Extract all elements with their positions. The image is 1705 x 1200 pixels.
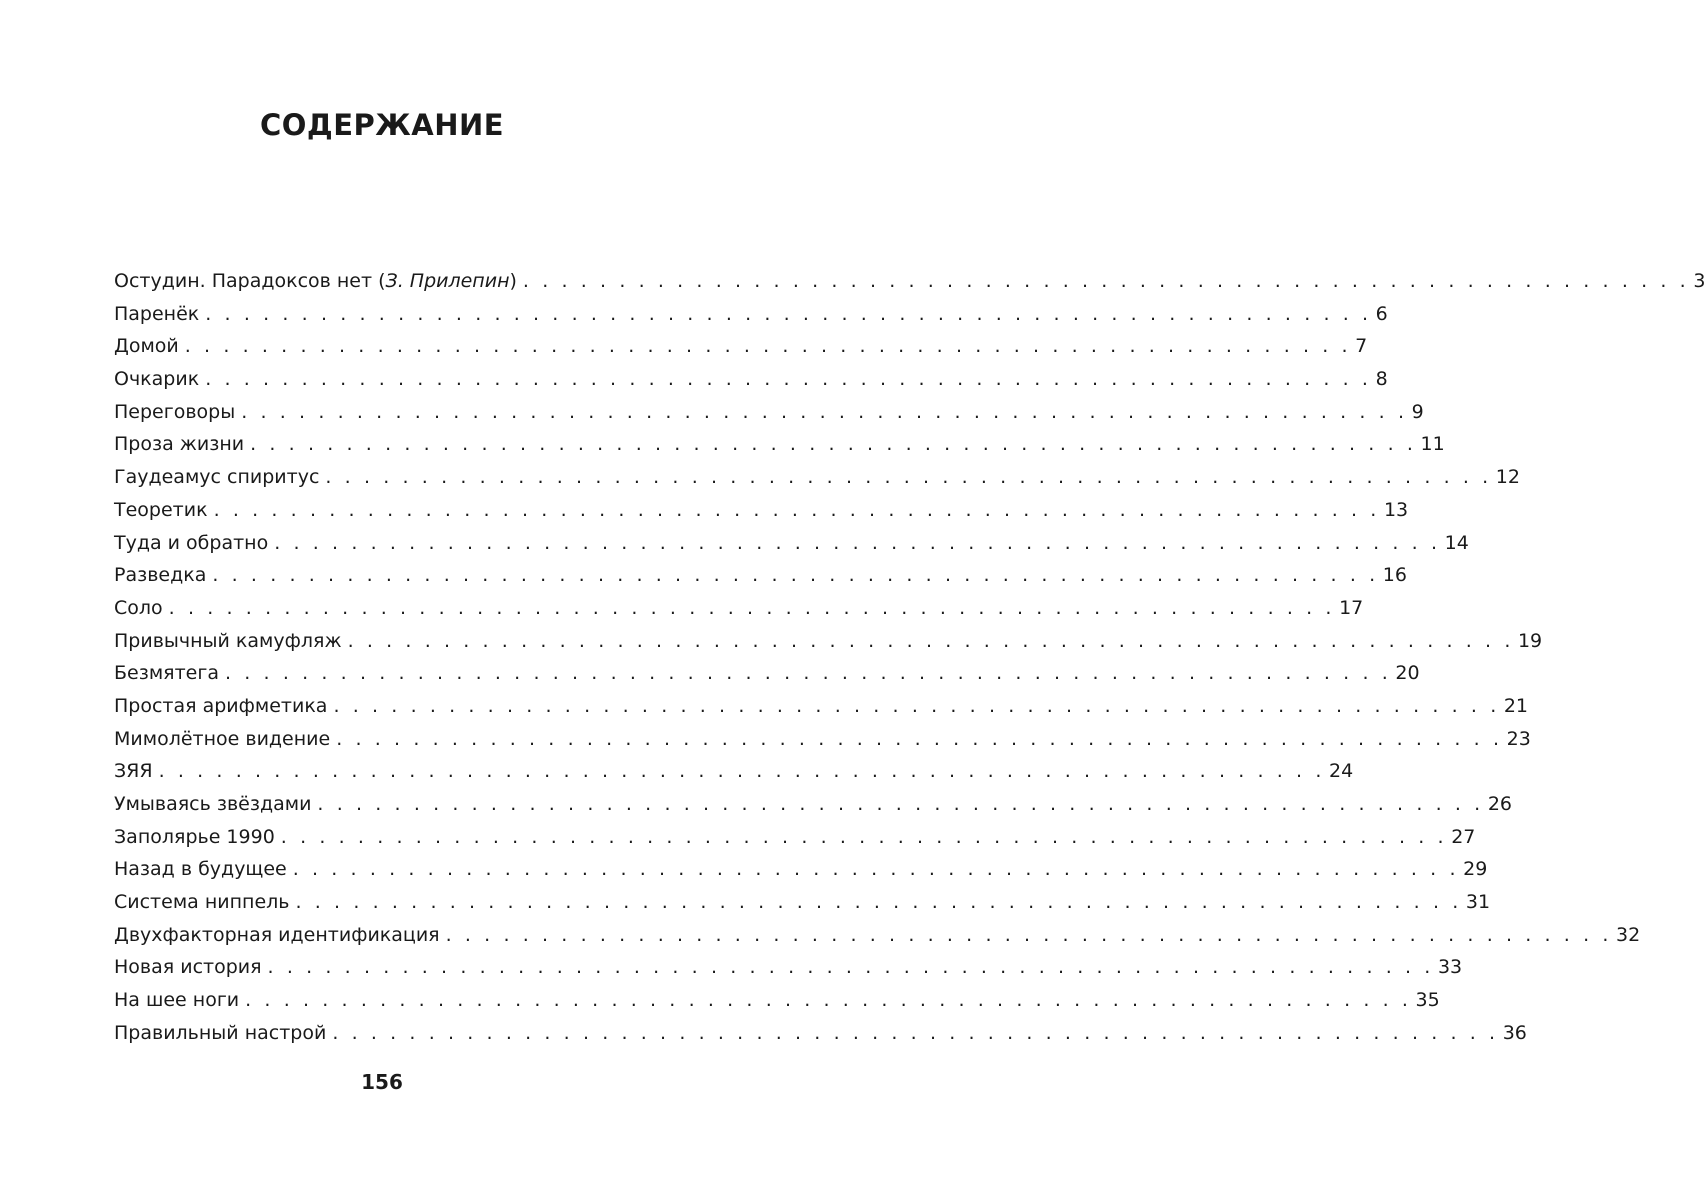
toc-leader-dots: . . . . . . . . . . . . . . . . . . . . . . . . . . . . . . . . . . . . . . . . . . . . . . . . . . . . . . . . . . . . .: [274, 531, 1441, 554]
table-of-contents: [114, 265, 1705, 1050]
toc-entry-title-text: Теоретик: [114, 498, 208, 521]
toc-entry-title: [114, 330, 185, 363]
toc-leader-dots: . . . . . . . . . . . . . . . . . . . . . . . . . . . . . . . . . . . . . . . . . . . . . . . . . . . . . . . . . . . . .: [250, 433, 1417, 456]
toc-leader-dots: . . . . . . . . . . . . . . . . . . . . . . . . . . . . . . . . . . . . . . . . . . . . . . . . . . . . . . . . . . . . .: [336, 727, 1503, 750]
toc-entry-title-text: Остудин. Парадоксов нет (: [114, 270, 386, 292]
toc-entry: [114, 330, 1368, 363]
toc-entry-title: [114, 821, 281, 854]
toc-leader-dots: . . . . . . . . . . . . . . . . . . . . . . . . . . . . . . . . . . . . . . . . . . . . . . . . . . . . . . . . . . . . .: [347, 629, 1514, 652]
toc-leader-dots: . . . . . . . . . . . . . . . . . . . . . . . . . . . . . . . . . . . . . . . . . . . . . . . . . . . . . . . . . . . . .: [224, 662, 1392, 685]
toc-entry-page: 29: [1463, 858, 1488, 881]
toc-entry-page: 7: [1355, 335, 1368, 358]
toc-entry-page: 8: [1375, 368, 1388, 391]
toc-leader-dots: . . . . . . . . . . . . . . . . . . . . . . . . . . . . . . . . . . . . . . . . . . . . . . . . . . . . . . . . . . . . .: [212, 564, 1379, 587]
toc-entry: [114, 494, 1409, 527]
toc-entry-title-text: Безмятега: [114, 662, 219, 685]
toc-entry-title-text: Гаудеамус спиритус: [114, 466, 320, 489]
toc-entry: [114, 298, 1388, 331]
toc-entry-title: [114, 723, 336, 756]
toc-entry-title-text: Соло: [114, 596, 163, 619]
toc-entry-page: 31: [1465, 891, 1491, 914]
toc-leader-dots: . . . . . . . . . . . . . . . . . . . . . . . . . . . . . . . . . . . . . . . . . . . . . . . . . . . . . . . . . . . . .: [325, 466, 1492, 489]
toc-entry-title-text: Очкарик: [114, 368, 200, 391]
toc-entry-title: [114, 494, 214, 527]
toc-entry-title: [114, 527, 274, 560]
toc-entry-title: [114, 396, 241, 429]
toc-leader-dots: . . . . . . . . . . . . . . . . . . . . . . . . . . . . . . . . . . . . . . . . . . . . . . . . . . . . . . . . . . . . .: [522, 270, 1690, 292]
toc-entry-page: 14: [1444, 531, 1469, 554]
toc-entry-page: 3: [1693, 270, 1705, 292]
toc-entry-title-text: Правильный настрой: [114, 1021, 327, 1044]
toc-entry: [114, 886, 1491, 919]
toc-leader-dots: . . . . . . . . . . . . . . . . . . . . . . . . . . . . . . . . . . . . . . . . . . . . . . . . . . . . . . . . . . . . .: [213, 498, 1380, 521]
toc-entry-title: [114, 298, 205, 331]
toc-entry-title-text: Двухфакторная идентификация: [114, 923, 440, 946]
toc-entry: [114, 592, 1364, 625]
toc-entry: [114, 919, 1641, 952]
toc-entry-page: 12: [1495, 466, 1520, 489]
toc-entry-title-text: Домой: [114, 335, 179, 358]
toc-entry: [114, 1017, 1527, 1050]
toc-leader-dots: . . . . . . . . . . . . . . . . . . . . . . . . . . . . . . . . . . . . . . . . . . . . . . . . . . . . . . . . . . . . .: [205, 302, 1372, 325]
toc-entry: [114, 723, 1531, 756]
toc-leader-dots: . . . . . . . . . . . . . . . . . . . . . . . . . . . . . . . . . . . . . . . . . . . . . . . . . . . . . . . . . . . . .: [245, 989, 1412, 1012]
toc-entry-title-text: Умываясь звёздами: [114, 793, 312, 815]
toc-leader-dots: . . . . . . . . . . . . . . . . . . . . . . . . . . . . . . . . . . . . . . . . . . . . . . . . . . . . . . . . . . . . .: [184, 335, 1352, 358]
toc-leader-dots: . . . . . . . . . . . . . . . . . . . . . . . . . . . . . . . . . . . . . . . . . . . . . . . . . . . . . . . . . . . . .: [333, 694, 1500, 717]
toc-entry-title: [114, 886, 295, 919]
toc-leader-dots: . . . . . . . . . . . . . . . . . . . . . . . . . . . . . . . . . . . . . . . . . . . . . . . . . . . . . . . . . . . . .: [158, 760, 1325, 783]
toc-entry-title-text: Мимолётное видение: [114, 727, 331, 750]
toc-entry: [114, 625, 1543, 658]
toc-entry-title-text: Разведка: [114, 564, 207, 587]
toc-leader-dots: . . . . . . . . . . . . . . . . . . . . . . . . . . . . . . . . . . . . . . . . . . . . . . . . . . . . . . . . . . . . .: [292, 858, 1460, 881]
toc-entry: [114, 853, 1488, 886]
toc-entry-page: 35: [1415, 989, 1440, 1012]
toc-entry: [114, 788, 1512, 821]
toc-entry-title: [114, 559, 212, 592]
toc-leader-dots: . . . . . . . . . . . . . . . . . . . . . . . . . . . . . . . . . . . . . . . . . . . . . . . . . . . . . . . . . . . . .: [241, 400, 1408, 423]
toc-entry: [114, 396, 1424, 429]
toc-leader-dots: . . . . . . . . . . . . . . . . . . . . . . . . . . . . . . . . . . . . . . . . . . . . . . . . . . . . . . . . . . . . .: [280, 825, 1448, 848]
toc-leader-dots: . . . . . . . . . . . . . . . . . . . . . . . . . . . . . . . . . . . . . . . . . . . . . . . . . . . . . . . . . . . . .: [332, 1021, 1499, 1044]
toc-entry-page: 24: [1328, 760, 1354, 783]
toc-entry-title-text: Назад в будущее: [114, 858, 287, 881]
toc-entry-title: [114, 984, 245, 1017]
toc-entry-page: 17: [1339, 596, 1364, 619]
toc-entry-page: 33: [1437, 956, 1463, 979]
toc-entry-title: [114, 690, 333, 723]
toc-leader-dots: . . . . . . . . . . . . . . . . . . . . . . . . . . . . . . . . . . . . . . . . . . . . . . . . . . . . . . . . . . . . .: [317, 793, 1484, 815]
toc-entry-title: [114, 1017, 332, 1050]
toc-entry: [114, 428, 1445, 461]
toc-entry-title-text: Простая арифметика: [114, 694, 328, 717]
toc-entry-title-text: На шее ноги: [114, 989, 240, 1012]
toc-leader-dots: . . . . . . . . . . . . . . . . . . . . . . . . . . . . . . . . . . . . . . . . . . . . . . . . . . . . . . . . . . . . .: [168, 596, 1336, 619]
toc-entry-title: [114, 657, 225, 690]
toc-entry-page: 20: [1395, 662, 1420, 685]
toc-entry-title-text: ЗЯЯ: [114, 760, 153, 783]
toc-leader-dots: . . . . . . . . . . . . . . . . . . . . . . . . . . . . . . . . . . . . . . . . . . . . . . . . . . . . . . . . . . . . .: [295, 891, 1462, 914]
toc-entry-author: З. Прилепин: [385, 270, 510, 292]
page-title: СОДЕРЖАНИЕ: [259, 108, 505, 142]
toc-entry-title: [114, 919, 446, 952]
toc-leader-dots: . . . . . . . . . . . . . . . . . . . . . . . . . . . . . . . . . . . . . . . . . . . . . . . . . . . . . . . . . . . . .: [267, 956, 1434, 979]
toc-entry-title: [114, 428, 250, 461]
toc-entry-page: 16: [1382, 564, 1407, 587]
toc-entry-title-text: Паренёк: [114, 302, 200, 325]
toc-entry: [114, 559, 1407, 592]
toc-entry: [114, 527, 1469, 560]
toc-entry-title: [114, 788, 317, 821]
toc-entry-page: 27: [1451, 825, 1476, 848]
toc-entry-title: [114, 461, 325, 494]
toc-entry-title: [114, 625, 348, 658]
page-number: 156: [361, 1070, 403, 1094]
toc-entry-title-suffix: ): [509, 270, 517, 292]
toc-entry: [114, 363, 1388, 396]
toc-entry-page: 6: [1375, 302, 1388, 325]
toc-entry-title: [114, 951, 268, 984]
toc-entry-page: 32: [1616, 923, 1641, 946]
toc-entry-title-text: Система ниппель: [114, 891, 290, 914]
toc-entry-title-text: Новая история: [114, 956, 262, 979]
toc-entry-title-text: Проза жизни: [114, 433, 245, 456]
toc-entry-title: [114, 853, 293, 886]
toc-entry: [114, 755, 1354, 788]
toc-entry-title: [114, 755, 159, 788]
toc-entry-page: 19: [1517, 629, 1543, 652]
toc-entry-title-text: Переговоры: [114, 400, 236, 423]
toc-entry-title: [114, 363, 205, 396]
toc-entry-page: 21: [1503, 694, 1529, 717]
toc-entry-page: 13: [1383, 498, 1409, 521]
toc-entry: [114, 821, 1476, 854]
toc-entry: [114, 657, 1420, 690]
toc-entry: [114, 461, 1520, 494]
toc-entry: [114, 984, 1440, 1017]
toc-entry-title: [114, 592, 169, 625]
toc-entry-page: 26: [1487, 793, 1512, 815]
toc-entry-title-text: Заполярье 1990: [114, 825, 275, 848]
toc-entry-title-text: Привычный камуфляж: [114, 629, 342, 652]
toc-entry-title: [114, 265, 523, 298]
toc-entry-page: 36: [1502, 1021, 1527, 1044]
toc-entry-page: 9: [1411, 400, 1424, 423]
toc-entry-page: 23: [1506, 727, 1531, 750]
toc-entry: [114, 690, 1529, 723]
toc-entry-page: 11: [1420, 433, 1445, 456]
toc-leader-dots: . . . . . . . . . . . . . . . . . . . . . . . . . . . . . . . . . . . . . . . . . . . . . . . . . . . . . . . . . . . . .: [445, 923, 1613, 946]
toc-leader-dots: . . . . . . . . . . . . . . . . . . . . . . . . . . . . . . . . . . . . . . . . . . . . . . . . . . . . . . . . . . . . .: [205, 368, 1372, 391]
toc-entry: [114, 951, 1463, 984]
toc-entry-title-text: Туда и обратно: [114, 531, 269, 554]
toc-entry: [114, 265, 1705, 298]
